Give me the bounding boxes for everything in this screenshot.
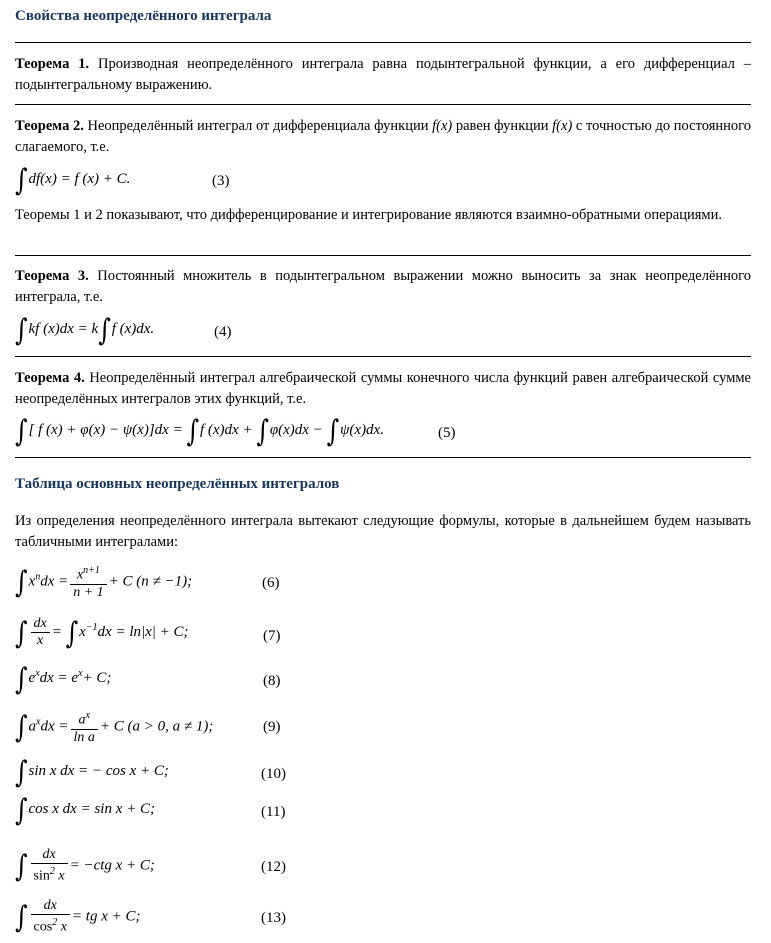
- formula-7-number: (7): [263, 628, 281, 644]
- formula-9-rest: + C (a > 0, a ≠ 1);: [99, 718, 214, 735]
- fraction-denominator: [31, 915, 70, 936]
- formula-7-fraction: [31, 616, 50, 649]
- numerator-exp: x: [85, 710, 90, 721]
- theorem-4: [15, 368, 751, 410]
- formula-4-right: f (x)dx.: [111, 321, 155, 337]
- formula-9-base: a: [28, 718, 37, 735]
- theorem-3-label: Теорема 3.: [15, 268, 89, 284]
- formula-4: [15, 312, 155, 348]
- divider: [15, 42, 751, 43]
- denominator-exp: 2: [49, 866, 55, 877]
- integral-sign: ∫: [186, 413, 199, 449]
- denominator-fn: sin: [33, 868, 50, 884]
- formula-9-number: (9): [263, 719, 281, 735]
- numerator-exp: n+1: [83, 565, 100, 576]
- intro-paragraph: Из определения неопределённого интеграла вытекают следующие формулы, которые в дальнейшем будем называть табличными интегралами:: [15, 513, 751, 550]
- fraction-numerator: [71, 708, 98, 730]
- heading-properties: Свойства неопределённого интеграла: [15, 8, 272, 24]
- integral-sign: ∫: [15, 792, 28, 828]
- theorem-2: [15, 116, 751, 158]
- formula-4-number: (4): [214, 324, 232, 340]
- numerator-base: x: [76, 567, 84, 583]
- formula-10: [15, 754, 169, 790]
- integral-sign: ∫: [15, 709, 28, 745]
- integral-sign: ∫: [15, 413, 28, 449]
- integral-sign: ∫: [15, 848, 28, 884]
- numerator-base: a: [78, 712, 86, 728]
- formula-8-base: e: [28, 670, 36, 686]
- formula-8-exp-2: x: [78, 668, 83, 679]
- formula-3: [15, 162, 131, 198]
- formula-3-number: (3): [212, 173, 230, 189]
- fraction-numerator: dx: [31, 898, 70, 915]
- integral-sign: ∫: [15, 615, 28, 651]
- integral-sign: ∫: [15, 564, 28, 600]
- formula-11-expr: cos x dx = sin x + C;: [28, 801, 155, 817]
- formula-12-number: (12): [261, 859, 286, 875]
- formula-9: [15, 708, 213, 746]
- formula-9-dx: dx =: [40, 718, 69, 735]
- divider: [15, 356, 751, 357]
- formula-8-rest: + C;: [82, 670, 112, 686]
- formula-5-c: φ(x)dx −: [269, 422, 323, 438]
- formula-6-dx: dx =: [40, 573, 69, 590]
- formula-9-fraction: [71, 708, 98, 746]
- denominator-var: x: [58, 868, 65, 884]
- theorem-2-fx-1: f(x): [432, 118, 453, 134]
- formula-9-exp: x: [36, 716, 41, 728]
- formula-6-base: x: [28, 573, 36, 590]
- formula-7-exp: −1: [85, 621, 98, 633]
- fraction-denominator: ln a: [73, 729, 95, 745]
- formula-7-rest: dx = ln|x| + C;: [97, 623, 189, 640]
- formula-8: [15, 661, 112, 697]
- formula-12: [15, 847, 155, 885]
- divider: [15, 457, 751, 458]
- remark: Теоремы 1 и 2 показывают, что дифференцирование и интегрирование являются взаимно-обратными операциями.: [15, 207, 722, 223]
- integral-sign: ∫: [65, 615, 79, 651]
- theorem-1-text: Производная неопределённого интеграла равна подынтегральной функции, а его дифференциал – подынтегральному выражению.: [15, 56, 751, 93]
- theorem-2-label: Теорема 2.: [15, 118, 84, 134]
- integral-sign: ∫: [15, 312, 28, 348]
- denominator-exp: 2: [52, 917, 58, 928]
- formula-11-number: (11): [261, 804, 286, 820]
- integral-sign: ∫: [15, 754, 28, 790]
- theorem-2-text-a: Неопределённый интеграл от дифференциала функции: [83, 118, 433, 134]
- fraction-denominator: n + 1: [73, 584, 104, 600]
- theorem-4-label: Теорема 4.: [15, 370, 85, 386]
- integral-sign: ∫: [98, 312, 111, 348]
- integral-sign: ∫: [256, 413, 269, 449]
- formula-10-expr: sin x dx = − cos x + C;: [28, 763, 169, 779]
- theorem-2-fx-2: f(x): [552, 118, 573, 134]
- formula-5-d: ψ(x)dx.: [340, 422, 384, 438]
- formula-5-b: f (x)dx +: [199, 422, 253, 438]
- formula-6-fraction: [70, 563, 106, 601]
- formula-13-number: (13): [261, 910, 286, 926]
- theorem-4-text: Неопределённый интеграл алгебраической суммы конечного числа функций равен алгебраической сумме неопределённых интегралов этих функций, т.е.: [15, 370, 751, 407]
- fraction-denominator: x: [37, 633, 44, 648]
- heading-table: Таблица основных неопределённых интегралов: [15, 476, 340, 492]
- fraction-numerator: [70, 563, 106, 585]
- formula-6-exp: n: [35, 571, 41, 583]
- fraction-denominator: [31, 864, 68, 885]
- formula-8-number: (8): [263, 673, 281, 689]
- integral-sign: ∫: [15, 661, 28, 697]
- formula-5-a: [ f (x) + φ(x) − ψ(x)]dx =: [28, 422, 183, 438]
- theorem-1-label: Теорема 1.: [15, 56, 90, 72]
- theorem-1: [15, 54, 751, 96]
- theorem-2-text-c: с точностью до постоянного слагаемого, т.е.: [15, 118, 751, 155]
- formula-7-base: x: [79, 623, 86, 640]
- formula-5: [15, 413, 384, 449]
- formula-10-number: (10): [261, 766, 286, 782]
- formula-8-exp: x: [35, 668, 40, 679]
- formula-11: [15, 792, 155, 828]
- formula-4-left: kf (x)dx = k: [28, 321, 99, 337]
- formula-6-number: (6): [262, 575, 280, 591]
- formula-7: [15, 616, 189, 649]
- denominator-var: x: [60, 919, 67, 935]
- theorem-2-text-b: равен функции: [452, 118, 553, 134]
- formula-7-eq: =: [51, 623, 62, 640]
- formula-3-expr: df(x) = f (x) + C.: [28, 171, 131, 187]
- formula-5-number: (5): [438, 425, 456, 441]
- formula-13-rest: = tg x + C;: [71, 908, 141, 925]
- integral-sign: ∫: [15, 162, 28, 198]
- fraction-numerator: dx: [31, 847, 68, 864]
- theorem-3: [15, 266, 751, 308]
- formula-8-mid: dx = e: [39, 670, 79, 686]
- denominator-fn: cos: [33, 919, 53, 935]
- formula-6-rest: + C (n ≠ −1);: [108, 573, 193, 590]
- integral-sign: ∫: [15, 899, 28, 935]
- divider: [15, 104, 751, 105]
- integral-sign: ∫: [326, 413, 340, 449]
- formula-13: [15, 898, 140, 936]
- fraction-numerator: dx: [31, 616, 50, 633]
- formula-13-fraction: [31, 898, 70, 936]
- formula-12-fraction: [31, 847, 68, 885]
- formula-12-rest: = −ctg x + C;: [69, 857, 155, 874]
- divider: [15, 255, 751, 256]
- formula-6: [15, 563, 192, 601]
- theorem-3-text: Постоянный множитель в подынтегральном выражении можно выносить за знак неопределённого интеграла, т.е.: [15, 268, 751, 305]
